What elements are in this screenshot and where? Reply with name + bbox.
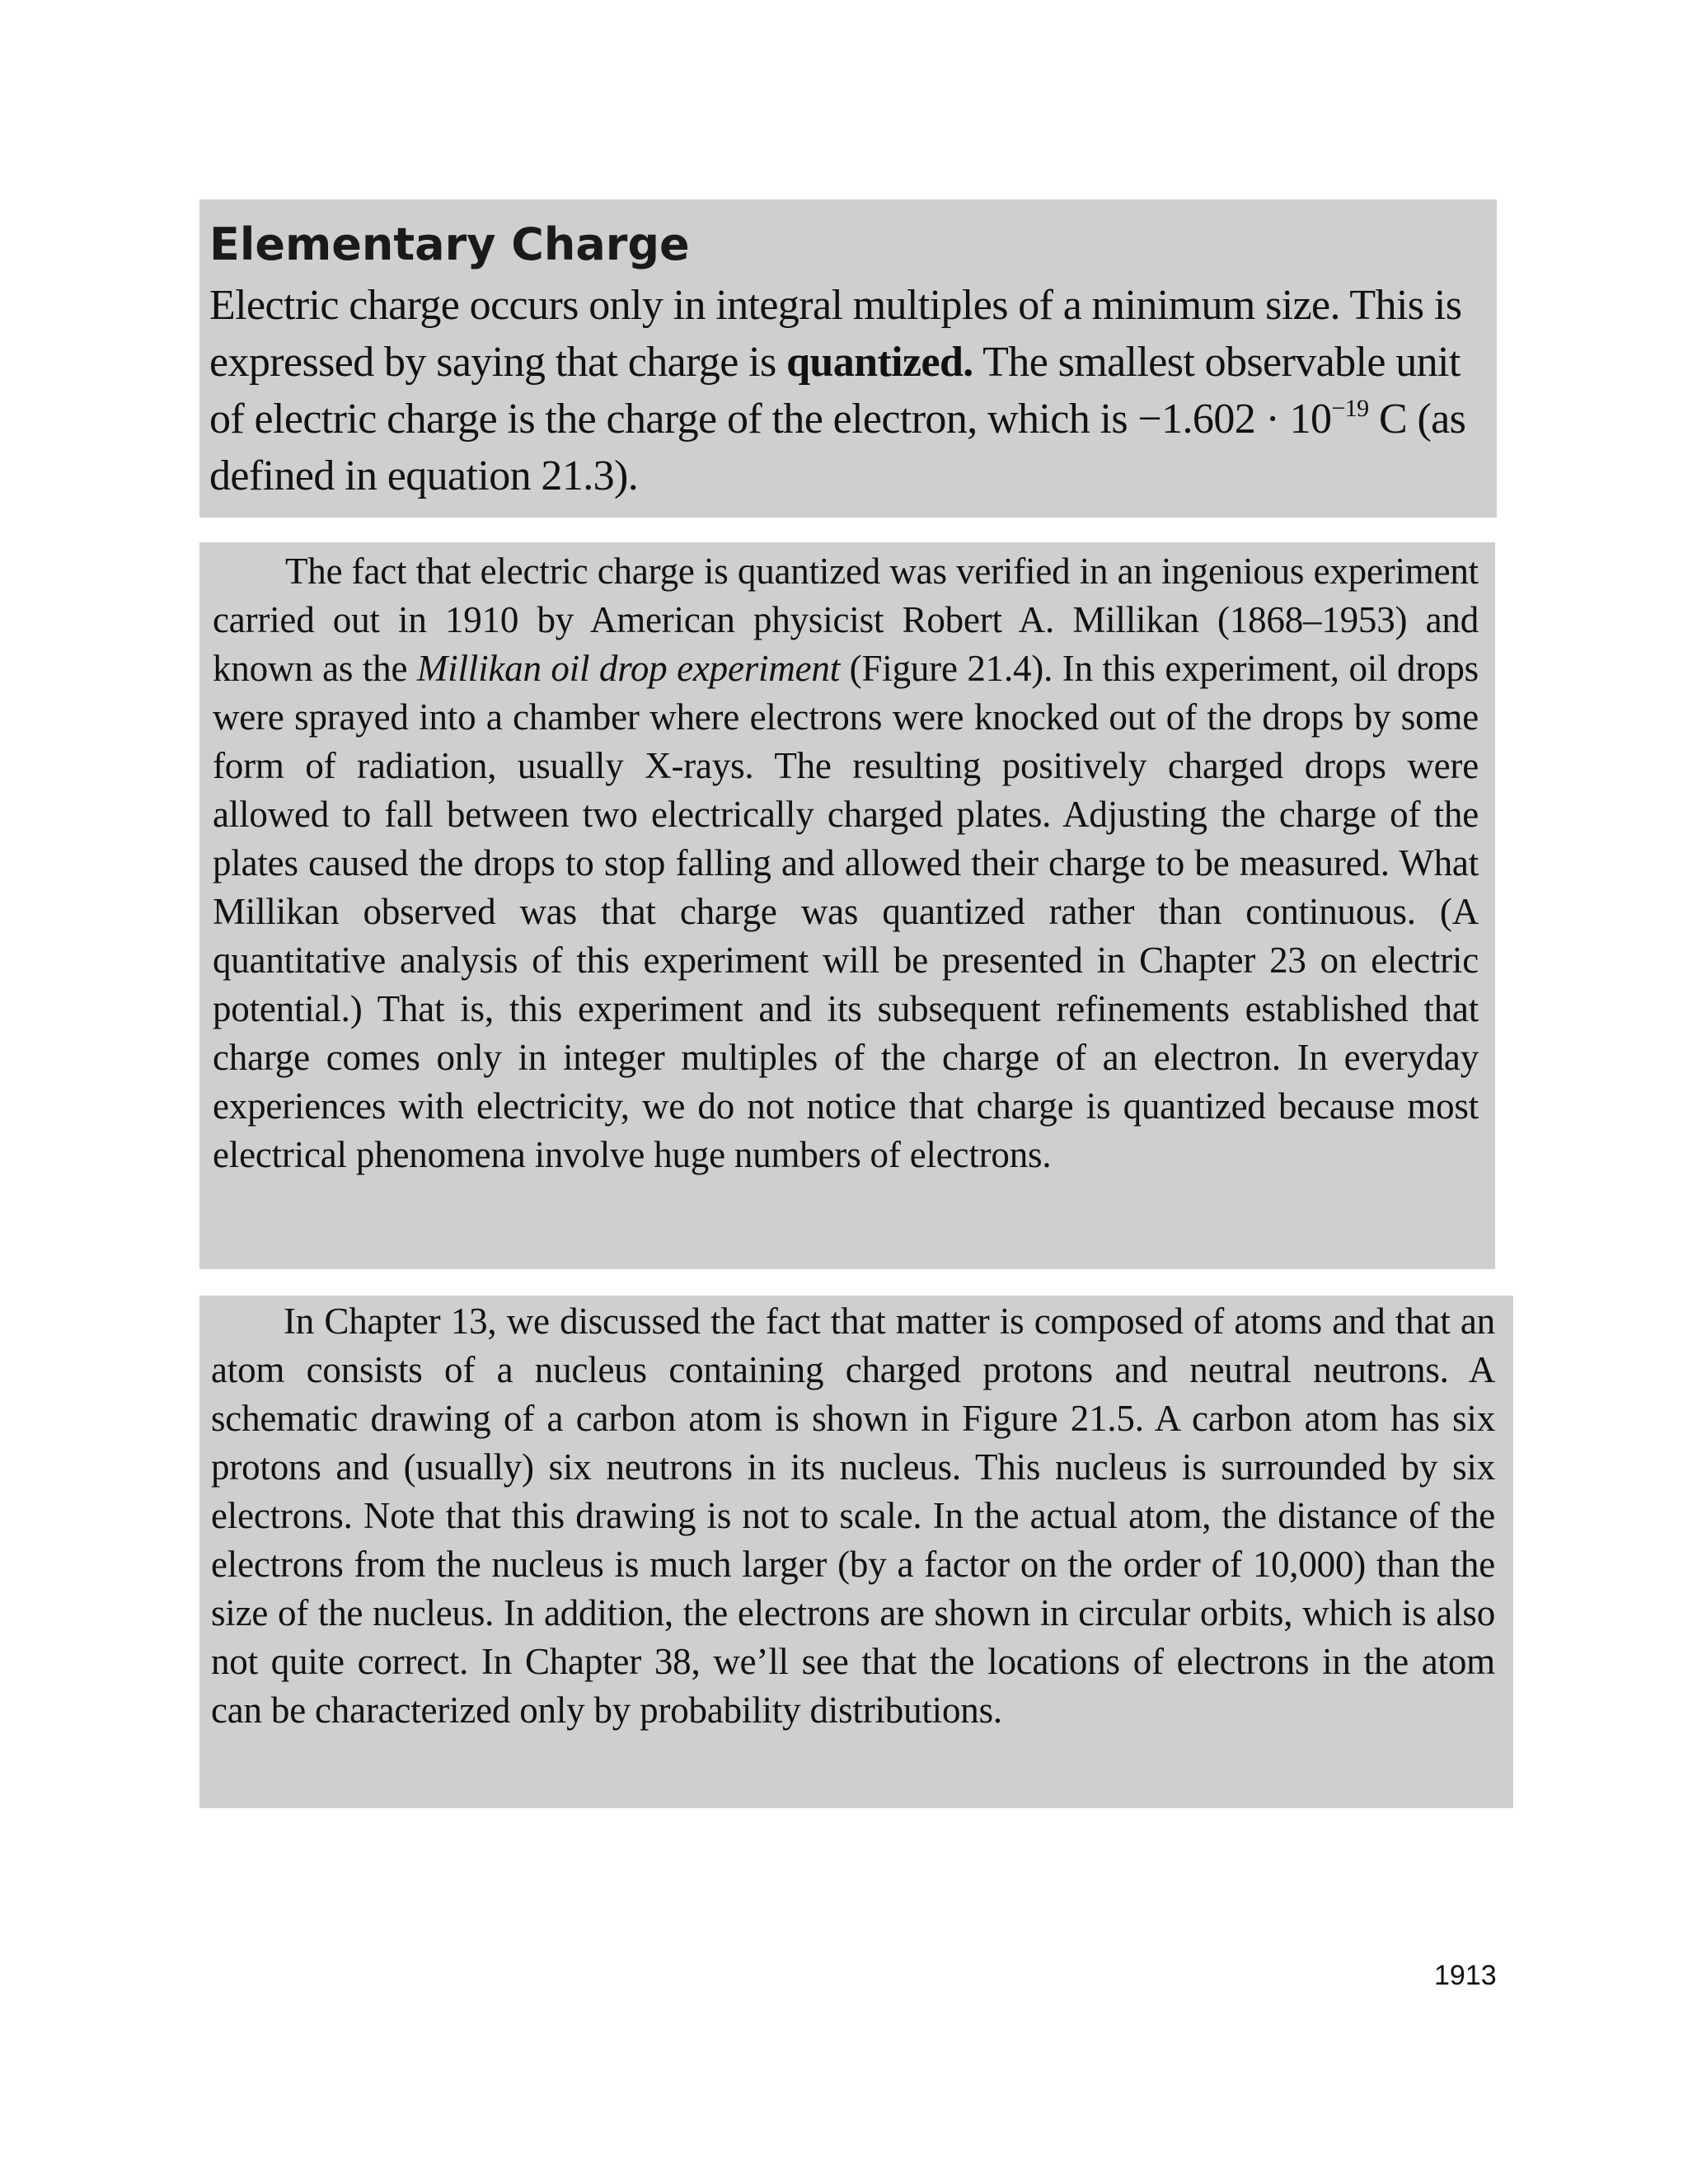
definition-text-1: Electric charge occurs only in integral multiples of a minimum size. This is expressed by saying that charge is — [209, 282, 1462, 386]
experiment-name: Millikan oil drop experiment — [416, 648, 841, 689]
millikan-paragraph-block — [199, 542, 1495, 1269]
elementary-charge-box — [199, 199, 1497, 518]
millikan-text-1: The fact that electric charge is quantized was verified in an ingenious experiment carried out in 1910 by American physicist Robert A. Millikan (1868–1953) and known as the — [213, 551, 1479, 689]
definition-paragraph — [209, 277, 1487, 504]
millikan-text-2: (Figure 21.4). In this experiment, oil drops were sprayed into a chamber where electrons were knocked out of the drops by some form of radiation, usually X-rays. The resulting positively charged drops were allowed to fall between two electrically charged plates. Adjusting the charge of the plates caused the drops to stop falling and allowed their charge to be measured. What Millikan observed was that charge was quantized rather than continuous. (A quantitative analysis of this experiment will be presented in Chapter 23 on electric potential.) That is, this experiment and its subsequent refinements established that charge comes only in integer multiples of the charge of an electron. In everyday experiences with electricity, we do not notice that charge is quantized because most electrical phenomena involve huge numbers of electrons. — [213, 648, 1479, 1175]
page-number: 1913 — [1434, 1960, 1497, 1991]
exponent: −19 — [1331, 395, 1369, 422]
atom-paragraph-block — [199, 1296, 1513, 1808]
atom-paragraph: In Chapter 13, we discussed the fact that matter is composed of atoms and that an atom consists of a nucleus containing charged protons and neutral neutrons. A schematic drawing of a carbon atom is shown in Figure 21.5. A carbon atom has six protons and (usually) six neutrons in its nucleus. This nucleus is surrounded by six electrons. Note that this drawing is not to scale. In the actual atom, the distance of the electrons from the nucleus is much larger (by a factor on the order of 10,000) than the size of the nucleus. In addition, the electrons are shown in circular orbits, which is also not quite correct. In Chapter 38, we’ll see that the locations of electrons in the atom can be characterized only by probability distributions. — [211, 1301, 1495, 1731]
millikan-paragraph — [213, 547, 1479, 1179]
definition-text-3: C (as defined in equation 21.3). — [209, 396, 1466, 499]
section-heading: Elementary Charge — [209, 218, 690, 270]
quantized-term: quantized. — [786, 339, 973, 386]
definition-text-2: The smallest observable unit of electric charge is the charge of the electron, which is −1.602 · 10 — [209, 339, 1461, 443]
